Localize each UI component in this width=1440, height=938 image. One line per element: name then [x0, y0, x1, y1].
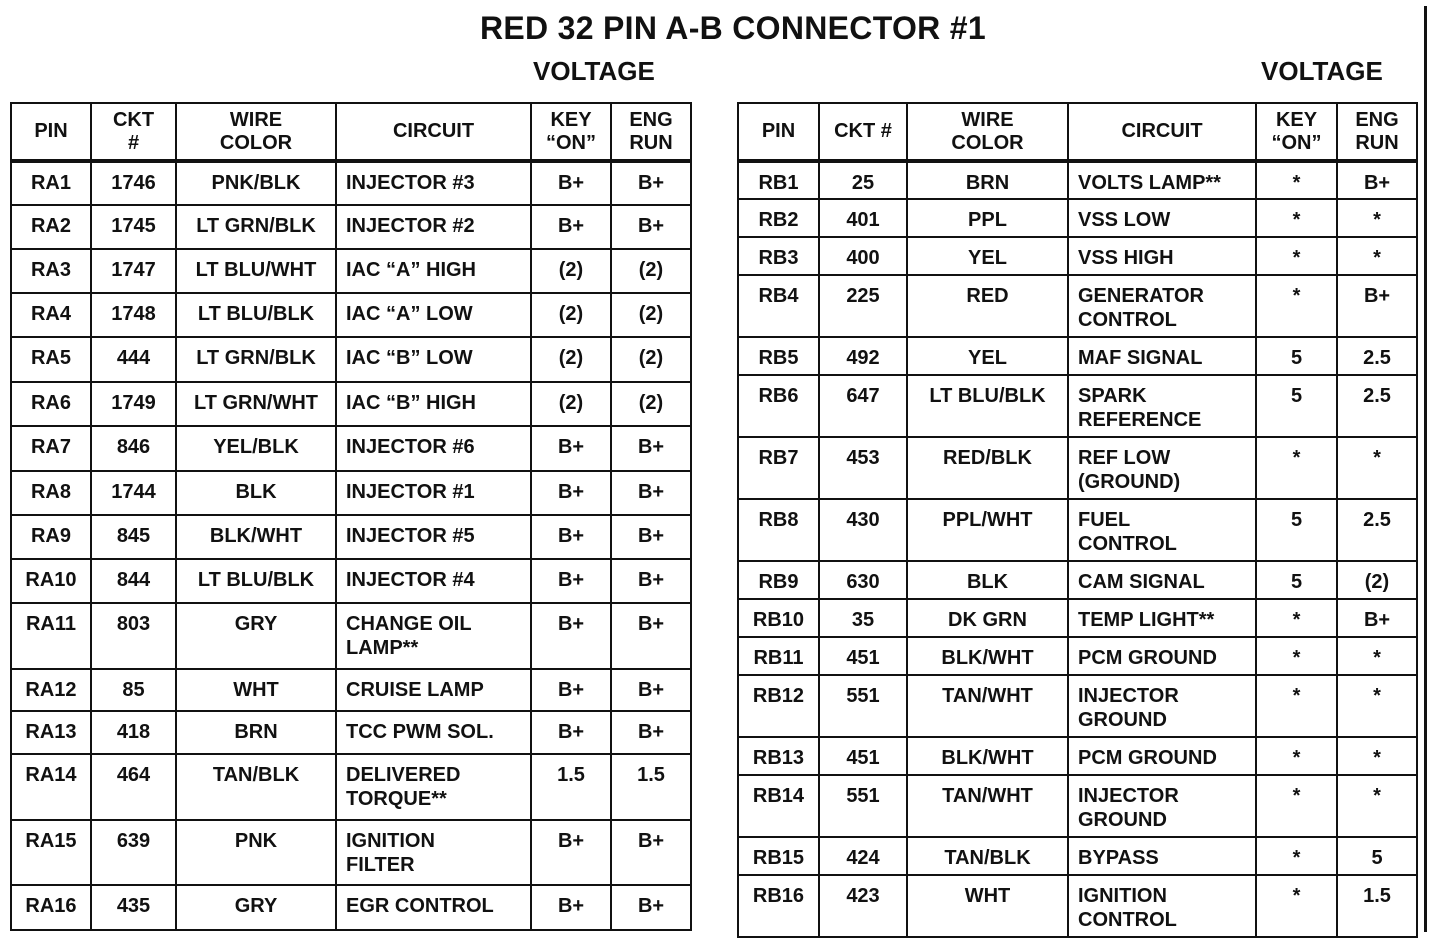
eng-run-cell: B+	[611, 559, 691, 603]
ckt-cell: 464	[91, 754, 176, 820]
ckt-cell: 1747	[91, 249, 176, 293]
wire-color-cell: TAN/BLK	[176, 754, 336, 820]
eng-run-cell: B+	[1337, 161, 1417, 199]
table-row	[738, 875, 1417, 937]
wire-color-cell: RED	[907, 275, 1068, 337]
wire-color-cell: LT GRN/BLK	[176, 337, 336, 382]
wire-color-cell: GRY	[176, 603, 336, 669]
ckt-cell: 844	[91, 559, 176, 603]
wire-color-cell: BLK	[907, 561, 1068, 599]
circuit-cell	[336, 515, 531, 559]
ckt-cell: 846	[91, 426, 176, 471]
eng-run-cell: B+	[611, 669, 691, 711]
pin-cell: RB5	[738, 337, 819, 375]
table-row	[11, 603, 691, 669]
key-on-cell: *	[1256, 775, 1337, 837]
circuit-line: INJECTOR	[1078, 785, 1179, 807]
wire-color-cell: BLK/WHT	[907, 737, 1068, 775]
pin-cell: RA15	[11, 820, 91, 885]
circuit-cell	[1068, 599, 1256, 637]
ckt-cell: 1744	[91, 471, 176, 515]
table-row	[738, 375, 1417, 437]
key-on-cell: (2)	[531, 249, 611, 293]
circuit-line: GROUND	[1078, 709, 1167, 731]
circuit-cell	[1068, 837, 1256, 875]
eng-run-cell: *	[1337, 637, 1417, 675]
table-row	[11, 249, 691, 293]
key-on-cell: 5	[1256, 499, 1337, 561]
circuit-line: INJECTOR #5	[346, 525, 475, 547]
pin-cell: RB15	[738, 837, 819, 875]
circuit-line: EGR CONTROL	[346, 895, 494, 917]
circuit-line: GROUND	[1078, 809, 1167, 831]
wire-color-cell: PPL/WHT	[907, 499, 1068, 561]
key-on-cell: *	[1256, 737, 1337, 775]
table-row	[11, 426, 691, 471]
table-row	[11, 382, 691, 426]
eng-run-cell: *	[1337, 775, 1417, 837]
eng-run-cell: B+	[611, 515, 691, 559]
wire-color-cell: LT GRN/BLK	[176, 205, 336, 249]
table-row	[11, 293, 691, 337]
circuit-cell	[1068, 875, 1256, 937]
table-row	[11, 669, 691, 711]
circuit-cell	[1068, 737, 1256, 775]
ckt-cell: 630	[819, 561, 907, 599]
circuit-line: TORQUE**	[346, 788, 447, 810]
circuit-line: IAC “B” LOW	[346, 347, 473, 369]
circuit-cell	[336, 820, 531, 885]
table-row	[738, 675, 1417, 737]
eng-run-cell: B+	[611, 885, 691, 930]
circuit-line: LAMP**	[346, 637, 419, 659]
table-row	[11, 885, 691, 930]
circuit-line: CHANGE OIL	[346, 613, 472, 635]
pin-cell: RB13	[738, 737, 819, 775]
ckt-cell: 400	[819, 237, 907, 275]
connector-a-table	[10, 102, 692, 931]
eng-run-cell: B+	[611, 471, 691, 515]
circuit-cell	[1068, 675, 1256, 737]
col-header-circuit: CIRCUIT	[336, 103, 531, 161]
circuit-cell	[336, 426, 531, 471]
key-on-cell: B+	[531, 885, 611, 930]
circuit-line: INJECTOR #3	[346, 172, 475, 194]
circuit-line: PCM GROUND	[1078, 647, 1217, 669]
circuit-cell	[336, 471, 531, 515]
wire-color-cell: TAN/WHT	[907, 675, 1068, 737]
circuit-cell	[1068, 337, 1256, 375]
table-header-row	[11, 103, 691, 161]
ckt-cell: 25	[819, 161, 907, 199]
circuit-line: CAM SIGNAL	[1078, 571, 1205, 593]
pin-cell: RA12	[11, 669, 91, 711]
eng-run-cell: *	[1337, 675, 1417, 737]
wire-color-cell: LT BLU/BLK	[907, 375, 1068, 437]
wire-color-cell: TAN/BLK	[907, 837, 1068, 875]
ckt-cell: 551	[819, 775, 907, 837]
key-on-cell: B+	[531, 603, 611, 669]
circuit-cell	[336, 382, 531, 426]
eng-run-cell: 2.5	[1337, 375, 1417, 437]
pin-cell: RB16	[738, 875, 819, 937]
eng-run-cell: B+	[611, 161, 691, 205]
ckt-cell: 401	[819, 199, 907, 237]
pin-cell: RA13	[11, 711, 91, 754]
pin-cell: RA2	[11, 205, 91, 249]
eng-run-cell: B+	[611, 205, 691, 249]
table-row	[11, 337, 691, 382]
table-row	[738, 599, 1417, 637]
pin-cell: RA11	[11, 603, 91, 669]
circuit-line: INJECTOR	[1078, 685, 1179, 707]
eng-run-cell: B+	[611, 603, 691, 669]
circuit-line: VOLTS LAMP**	[1078, 172, 1221, 194]
key-on-cell: B+	[531, 161, 611, 205]
col-header-key-on: KEY “ON”	[1256, 103, 1337, 161]
pin-cell: RA4	[11, 293, 91, 337]
table-row	[738, 837, 1417, 875]
key-on-cell: *	[1256, 675, 1337, 737]
circuit-cell	[336, 249, 531, 293]
circuit-cell	[1068, 199, 1256, 237]
pin-cell: RA14	[11, 754, 91, 820]
table-row	[738, 499, 1417, 561]
circuit-line: VSS LOW	[1078, 209, 1171, 231]
circuit-line: INJECTOR #1	[346, 481, 475, 503]
eng-run-cell: B+	[1337, 599, 1417, 637]
connector-b-table	[737, 102, 1418, 938]
wire-color-cell: TAN/WHT	[907, 775, 1068, 837]
key-on-cell: B+	[531, 559, 611, 603]
wire-color-cell: RED/BLK	[907, 437, 1068, 499]
ckt-cell: 451	[819, 737, 907, 775]
circuit-cell	[1068, 375, 1256, 437]
pin-cell: RB8	[738, 499, 819, 561]
circuit-cell	[1068, 775, 1256, 837]
table-row	[738, 775, 1417, 837]
table-header-row	[738, 103, 1417, 161]
key-on-cell: 5	[1256, 561, 1337, 599]
circuit-line: IGNITION	[346, 830, 435, 852]
ckt-cell: 444	[91, 337, 176, 382]
table-row	[738, 275, 1417, 337]
eng-run-cell: 2.5	[1337, 499, 1417, 561]
ckt-cell: 1749	[91, 382, 176, 426]
wire-color-cell: WHT	[176, 669, 336, 711]
col-header-circuit: CIRCUIT	[1068, 103, 1256, 161]
eng-run-cell: *	[1337, 199, 1417, 237]
key-on-cell: (2)	[531, 337, 611, 382]
eng-run-cell: B+	[611, 711, 691, 754]
key-on-cell: *	[1256, 599, 1337, 637]
ckt-cell: 430	[819, 499, 907, 561]
wire-color-cell: BLK/WHT	[176, 515, 336, 559]
wire-color-cell: WHT	[907, 875, 1068, 937]
pin-cell: RB6	[738, 375, 819, 437]
circuit-line: VSS HIGH	[1078, 247, 1174, 269]
circuit-line: INJECTOR #2	[346, 215, 475, 237]
key-on-cell: *	[1256, 275, 1337, 337]
col-header-pin: PIN	[738, 103, 819, 161]
table-row	[11, 471, 691, 515]
circuit-line: REFERENCE	[1078, 409, 1202, 431]
pin-cell: RB12	[738, 675, 819, 737]
ckt-cell: 85	[91, 669, 176, 711]
circuit-cell	[1068, 437, 1256, 499]
ckt-cell: 453	[819, 437, 907, 499]
col-header-eng-run: ENG RUN	[1337, 103, 1417, 161]
col-header-wire-color: WIRE COLOR	[907, 103, 1068, 161]
table-row	[738, 337, 1417, 375]
ckt-cell: 551	[819, 675, 907, 737]
eng-run-cell: (2)	[611, 249, 691, 293]
voltage-label-left: VOLTAGE	[533, 56, 655, 86]
key-on-cell: *	[1256, 875, 1337, 937]
pin-cell: RB2	[738, 199, 819, 237]
ckt-cell: 423	[819, 875, 907, 937]
circuit-line: PCM GROUND	[1078, 747, 1217, 769]
voltage-label-right: VOLTAGE	[1261, 56, 1383, 86]
pin-cell: RA10	[11, 559, 91, 603]
circuit-cell	[336, 161, 531, 205]
table-row	[11, 820, 691, 885]
ckt-cell: 418	[91, 711, 176, 754]
col-header-eng-run: ENG RUN	[611, 103, 691, 161]
circuit-line: TEMP LIGHT**	[1078, 609, 1215, 631]
col-header-key-on: KEY “ON”	[531, 103, 611, 161]
wire-color-cell: BLK/WHT	[907, 637, 1068, 675]
table-row	[738, 437, 1417, 499]
circuit-line: SPARK	[1078, 385, 1147, 407]
table-row	[11, 754, 691, 820]
ckt-cell: 435	[91, 885, 176, 930]
key-on-cell: B+	[531, 820, 611, 885]
eng-run-cell: *	[1337, 437, 1417, 499]
circuit-line: IGNITION	[1078, 885, 1167, 907]
circuit-cell	[336, 603, 531, 669]
pin-cell: RB3	[738, 237, 819, 275]
col-header-ckt: CKT #	[819, 103, 907, 161]
circuit-cell	[336, 337, 531, 382]
circuit-line: DELIVERED	[346, 764, 461, 786]
pin-cell: RB10	[738, 599, 819, 637]
wire-color-cell: PPL	[907, 199, 1068, 237]
key-on-cell: B+	[531, 515, 611, 559]
pin-cell: RA6	[11, 382, 91, 426]
key-on-cell: B+	[531, 205, 611, 249]
wire-color-cell: YEL/BLK	[176, 426, 336, 471]
pin-cell: RB7	[738, 437, 819, 499]
table-row	[11, 515, 691, 559]
eng-run-cell: (2)	[611, 337, 691, 382]
table-row	[738, 161, 1417, 199]
eng-run-cell: *	[1337, 237, 1417, 275]
key-on-cell: B+	[531, 471, 611, 515]
circuit-line: FILTER	[346, 854, 415, 876]
ckt-cell: 639	[91, 820, 176, 885]
ckt-cell: 225	[819, 275, 907, 337]
circuit-line: INJECTOR #4	[346, 569, 475, 591]
eng-run-cell: 5	[1337, 837, 1417, 875]
pin-cell: RA7	[11, 426, 91, 471]
key-on-cell: *	[1256, 837, 1337, 875]
circuit-cell	[336, 559, 531, 603]
wire-color-cell: LT GRN/WHT	[176, 382, 336, 426]
circuit-line: MAF SIGNAL	[1078, 347, 1203, 369]
page-edge-rule	[1424, 6, 1427, 932]
col-header-wire-color: WIRE COLOR	[176, 103, 336, 161]
pin-cell: RB11	[738, 637, 819, 675]
ckt-cell: 492	[819, 337, 907, 375]
table-row	[738, 737, 1417, 775]
col-header-pin: PIN	[11, 103, 91, 161]
pin-cell: RB14	[738, 775, 819, 837]
eng-run-cell: B+	[1337, 275, 1417, 337]
page-title: RED 32 PIN A-B CONNECTOR #1	[480, 10, 986, 46]
wire-color-cell: GRY	[176, 885, 336, 930]
ckt-cell: 35	[819, 599, 907, 637]
key-on-cell: *	[1256, 637, 1337, 675]
table-row	[11, 711, 691, 754]
ckt-cell: 1746	[91, 161, 176, 205]
circuit-line: GENERATOR	[1078, 285, 1204, 307]
circuit-cell	[1068, 161, 1256, 199]
circuit-cell	[336, 669, 531, 711]
table-row	[11, 161, 691, 205]
key-on-cell: *	[1256, 437, 1337, 499]
wire-color-cell: DK GRN	[907, 599, 1068, 637]
circuit-cell	[1068, 499, 1256, 561]
pin-cell: RA5	[11, 337, 91, 382]
eng-run-cell: 1.5	[611, 754, 691, 820]
circuit-line: BYPASS	[1078, 847, 1159, 869]
table-row	[738, 199, 1417, 237]
pin-cell: RB1	[738, 161, 819, 199]
pin-cell: RA9	[11, 515, 91, 559]
circuit-line: CONTROL	[1078, 909, 1177, 931]
wire-color-cell: LT BLU/BLK	[176, 293, 336, 337]
circuit-cell	[336, 711, 531, 754]
eng-run-cell: (2)	[611, 382, 691, 426]
wire-color-cell: BRN	[176, 711, 336, 754]
circuit-cell	[1068, 237, 1256, 275]
key-on-cell: 1.5	[531, 754, 611, 820]
circuit-line: IAC “A” HIGH	[346, 259, 476, 281]
key-on-cell: 5	[1256, 337, 1337, 375]
table-row	[11, 559, 691, 603]
key-on-cell: 5	[1256, 375, 1337, 437]
ckt-cell: 1748	[91, 293, 176, 337]
eng-run-cell: (2)	[1337, 561, 1417, 599]
ckt-cell: 451	[819, 637, 907, 675]
circuit-cell	[1068, 637, 1256, 675]
wire-color-cell: BRN	[907, 161, 1068, 199]
ckt-cell: 803	[91, 603, 176, 669]
col-header-ckt: CKT #	[91, 103, 176, 161]
pin-cell: RA1	[11, 161, 91, 205]
table-row	[738, 637, 1417, 675]
circuit-cell	[336, 293, 531, 337]
circuit-cell	[336, 885, 531, 930]
pin-cell: RA3	[11, 249, 91, 293]
circuit-cell	[1068, 275, 1256, 337]
circuit-line: FUEL	[1078, 509, 1131, 531]
key-on-cell: *	[1256, 161, 1337, 199]
ckt-cell: 647	[819, 375, 907, 437]
circuit-line: IAC “A” LOW	[346, 303, 473, 325]
key-on-cell: *	[1256, 237, 1337, 275]
eng-run-cell: B+	[611, 426, 691, 471]
key-on-cell: B+	[531, 711, 611, 754]
circuit-line: (GROUND)	[1078, 471, 1181, 493]
circuit-line: CONTROL	[1078, 533, 1177, 555]
wire-color-cell: BLK	[176, 471, 336, 515]
eng-run-cell: B+	[611, 820, 691, 885]
circuit-cell	[336, 754, 531, 820]
key-on-cell: B+	[531, 669, 611, 711]
eng-run-cell: (2)	[611, 293, 691, 337]
circuit-line: REF LOW	[1078, 447, 1171, 469]
table-row	[11, 205, 691, 249]
circuit-line: TCC PWM SOL.	[346, 721, 494, 743]
table-row	[738, 561, 1417, 599]
key-on-cell: (2)	[531, 382, 611, 426]
key-on-cell: *	[1256, 199, 1337, 237]
circuit-line: CRUISE LAMP	[346, 679, 484, 701]
pin-cell: RA16	[11, 885, 91, 930]
wire-color-cell: PNK/BLK	[176, 161, 336, 205]
key-on-cell: B+	[531, 426, 611, 471]
key-on-cell: (2)	[531, 293, 611, 337]
circuit-cell	[336, 205, 531, 249]
pin-cell: RA8	[11, 471, 91, 515]
wire-color-cell: PNK	[176, 820, 336, 885]
circuit-cell	[1068, 561, 1256, 599]
wire-color-cell: LT BLU/WHT	[176, 249, 336, 293]
eng-run-cell: 1.5	[1337, 875, 1417, 937]
table-row	[738, 237, 1417, 275]
wire-color-cell: LT BLU/BLK	[176, 559, 336, 603]
circuit-line: CONTROL	[1078, 309, 1177, 331]
eng-run-cell: 2.5	[1337, 337, 1417, 375]
wire-color-cell: YEL	[907, 237, 1068, 275]
wire-color-cell: YEL	[907, 337, 1068, 375]
ckt-cell: 1745	[91, 205, 176, 249]
circuit-line: IAC “B” HIGH	[346, 392, 476, 414]
eng-run-cell: *	[1337, 737, 1417, 775]
ckt-cell: 424	[819, 837, 907, 875]
ckt-cell: 845	[91, 515, 176, 559]
pin-cell: RB9	[738, 561, 819, 599]
pin-cell: RB4	[738, 275, 819, 337]
circuit-line: INJECTOR #6	[346, 436, 475, 458]
